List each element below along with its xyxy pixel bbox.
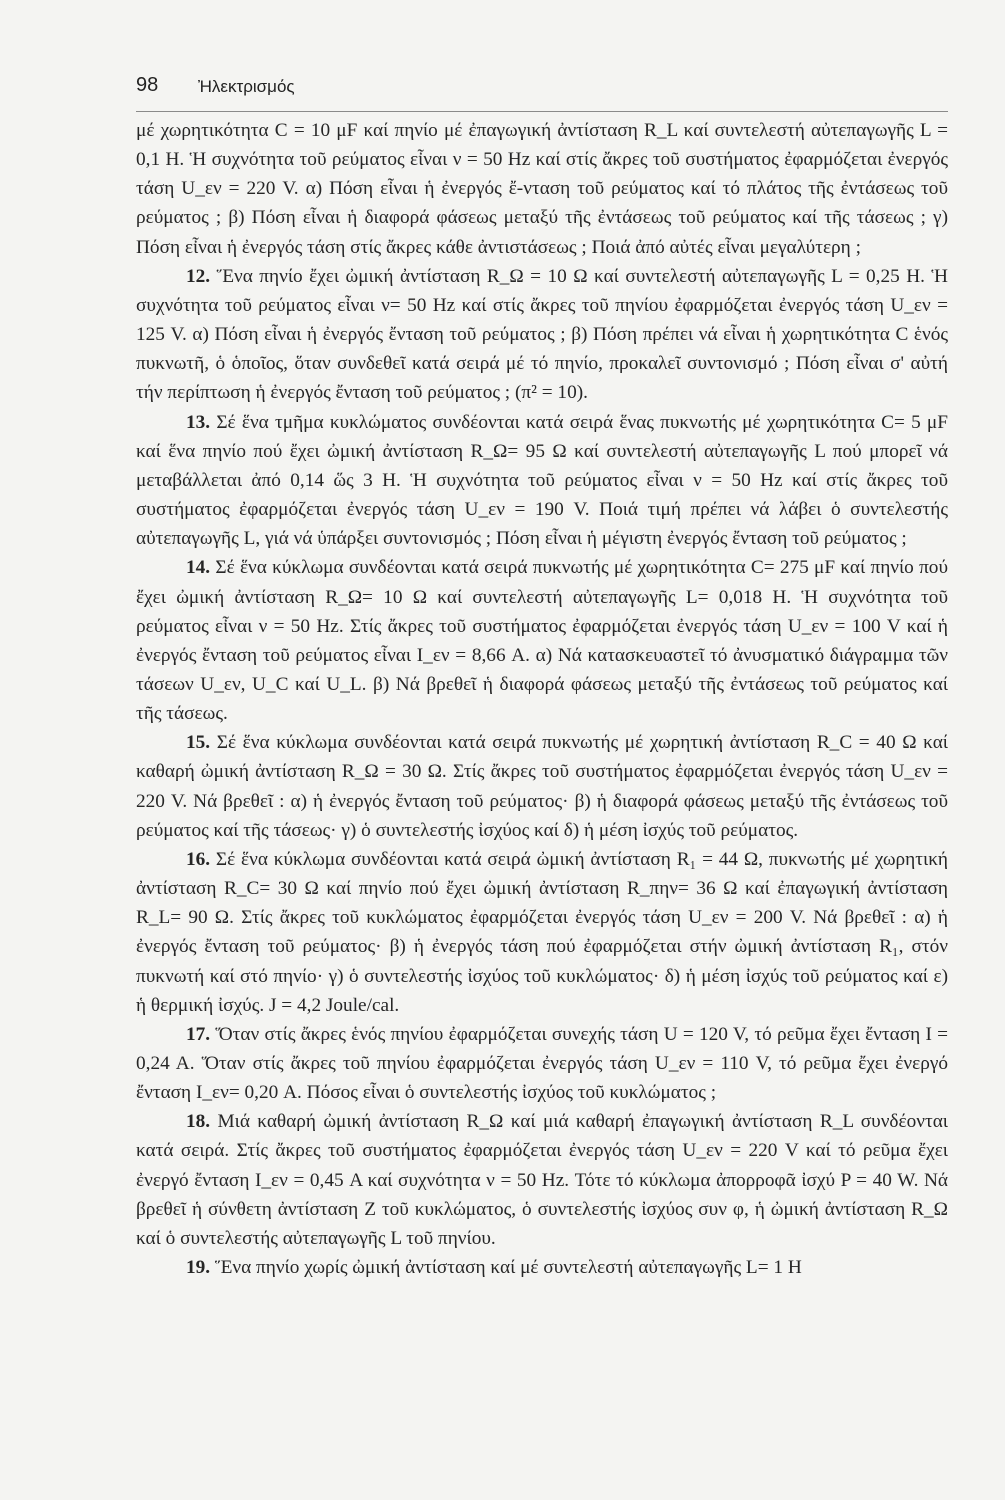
problem-number: 19. — [186, 1257, 211, 1279]
problem-text: Ὅταν στίς ἄκρες ἑνός πηνίου ἐφαρμόζεται συνεχής τάση U = 120 V, τό ρεῦμα ἔχει ἔνταση I = 0,24 A. Ὅταν στίς ἄκρες τοῦ πηνίου ἐφαρμόζεται ἐνεργός τάση U_εν = 110 V, τό ρεῦμα ἔχει ἐνεργό ἔνταση I_εν= 0,20 A. Πόσος εἶναι ὁ συντελεστής ἰσχύος τοῦ κυκλώματος ; — [136, 1023, 948, 1104]
problem-number: 16. — [186, 848, 211, 870]
problem-text: Ἕνα πηνίο χωρίς ὠμική ἀντίσταση καί μέ συντελεστή αὐτεπαγωγῆς L= 1 H — [214, 1257, 802, 1279]
paragraph-text: μέ χωρητικότητα C = 10 μF καί πηνίο μέ ἐπαγωγική ἀντίσταση R_L καί συντελεστή αὐτεπαγωγῆς L = 0,1 H. Ἡ συχνότητα τοῦ ρεύματος εἶναι ν = 50 Hz καί στίς ἄκρες τοῦ συστήματος ἐφαρμόζεται ἐνεργός τάση U_εν = 220 V. α) Πόση εἶναι ἡ ἐνεργός ἔ-νταση τοῦ ρεύματος καί τό πλάτος τῆς ἐντάσεως τοῦ ρεύματος ; β) Πόση εἶναι ἡ διαφορά φάσεως μεταξύ τῆς ἐντάσεως τοῦ ρεύματος καί τῆς τάσεως ; γ) Πόση εἶναι ἡ ἐνεργός τάση στίς ἄκρες κάθε ἀντιστάσεως ; Ποιά ἀπό αὐτές εἶναι μεγαλύτερη ; — [136, 120, 948, 258]
problem-number: 18. — [186, 1111, 211, 1133]
problem-number: 15. — [186, 732, 211, 754]
problem-text: Ἕνα πηνίο ἔχει ὠμική ἀντίσταση R_Ω = 10 Ω καί συντελεστή αὐτεπαγωγῆς L = 0,25 H. Ἡ συχνότητα τοῦ ρεύματος εἶναι ν= 50 Hz καί στίς ἄκρες τοῦ πηνίου ἐφαρμόζεται ἐνεργός τάση U_εν = 125 V. α) Πόση εἶναι ἡ ἐνεργός ἔνταση τοῦ ρεύματος ; β) Πόση πρέπει νά εἶναι ἡ χωρητικότητα C ἑνός πυκνωτῆ, ὁ ὁποῖος, ὅταν συνδεθεῖ κατά σειρά μέ τό πηνίο, προκαλεῖ συντονισμό ; Πόση εἶναι σ' αὐτή τήν περίπτωση ἡ ἐνεργός ἔνταση τοῦ ρεύματος ; (π² = 10). — [136, 265, 948, 404]
header-rule — [136, 111, 948, 112]
problem-text: Σέ ἕνα κύκλωμα συνδέονται κατά σειρά πυκνωτής μέ χωρητική ἀντίσταση R_C = 40 Ω καί καθαρή ὠμική ἀντίσταση R_Ω = 30 Ω. Στίς ἄκρες τοῦ συστήματος ἐφαρμόζεται ἐνεργός τάση U_εν = 220 V. Νά βρεθεῖ : α) ἡ ἐνεργός ἔνταση τοῦ ρεύματος· β) ἡ διαφορά φάσεως μεταξύ τῆς ἐντάσεως τοῦ ρεύματος καί τῆς τάσεως· γ) ὁ συντελεστής ἰσχύος καί δ) ἡ μέση ἰσχύς τοῦ ρεύματος. — [136, 732, 948, 841]
paragraph-continuation — [136, 116, 948, 262]
problem-text: Μιά καθαρή ὠμική ἀντίσταση R_Ω καί μιά καθαρή ἐπαγωγική ἀντίσταση R_L συνδέονται κατά σειρά. Στίς ἄκρες τοῦ συστήματος ἐφαρμόζεται ἐνεργός τάση U_εν = 220 V καί τό ρεῦμα ἔχει ἐνεργό ἔνταση I_εν = 0,45 A καί συχνότητα ν = 50 Hz. Τότε τό κύκλωμα ἀπορροφᾶ ἰσχύ P = 40 W. Νά βρεθεῖ ἡ σύνθετη ἀντίσταση Z τοῦ κυκλώματος, ὁ συντελεστής ἰσχύος συν φ, ἡ ὠμική ἀντίσταση R_Ω καί ὁ συντελεστής αὐτεπαγωγῆς L τοῦ πηνίου. — [136, 1111, 948, 1249]
body-text — [136, 116, 948, 1282]
problem-17 — [136, 1020, 948, 1107]
problem-12 — [136, 262, 948, 408]
problem-number: 14. — [186, 557, 211, 579]
problem-19 — [136, 1253, 948, 1282]
problem-number: 12. — [186, 265, 211, 287]
problem-number: 13. — [186, 411, 211, 433]
problem-text: Σέ ἕνα κύκλωμα συνδέονται κατά σειρά ὠμική ἀντίσταση R₁ = 44 Ω, πυκνωτής μέ χωρητική ἀντίσταση R_C= 30 Ω καί πηνίο πού ἔχει ὠμική ἀντίσταση R_πην= 36 Ω καί ἐπαγωγική ἀντίσταση R_L= 90 Ω. Στίς ἄκρες τοῦ κυκλώματος ἐφαρμόζεται ἐνεργός τάση U_εν = 200 V. Νά βρεθεῖ : α) ἡ ἐνεργός ἔνταση τοῦ ρεύματος· β) ἡ ἐνεργός τάση πού ἐφαρμόζεται στήν ὠμική ἀντίσταση R₁, στόν πυκνωτή καί στό πηνίο· γ) ὁ συντελεστής ἰσχύος τοῦ κυκλώματος· δ) ἡ μέση ἰσχύς τοῦ ρεύματος καί ε) ἡ θερμική ἰσχύς. J = 4,2 Joule/cal. — [136, 848, 948, 1016]
problem-number: 17. — [186, 1023, 211, 1045]
problem-13 — [136, 408, 948, 554]
page-number: 98 — [136, 74, 159, 96]
running-title: Ἠλεκτρισμός — [198, 77, 295, 96]
page-header — [136, 70, 948, 110]
problem-14 — [136, 553, 948, 728]
problem-15 — [136, 728, 948, 845]
problem-16 — [136, 845, 948, 1020]
problem-text: Σέ ἕνα κύκλωμα συνδέονται κατά σειρά πυκνωτής μέ χωρητικότητα C= 275 μF καί πηνίο πού ἔχει ὠμική ἀντίσταση R_Ω= 10 Ω καί συντελεστή αὐτεπαγωγῆς L= 0,018 H. Ἡ συχνότητα τοῦ ρεύματος εἶναι ν = 50 Hz. Στίς ἄκρες τοῦ συστήματος ἐφαρμόζεται ἐνεργός τάση U_εν = 100 V καί ἡ ἐνεργός ἔνταση τοῦ ρεύματος εἶναι I_εν = 8,66 A. α) Νά κατασκευαστεῖ τό ἀνυσματικό διάγραμμα τῶν τάσεων U_εν, U_C καί U_L. β) Νά βρεθεῖ ἡ διαφορά φάσεως μεταξύ τῆς ἐντάσεως τοῦ ρεύματος καί τῆς τάσεως. — [136, 557, 948, 725]
problem-18 — [136, 1107, 948, 1253]
problem-text: Σέ ἕνα τμῆμα κυκλώματος συνδέονται κατά σειρά ἕνας πυκνωτής μέ χωρητικότητα C= 5 μF καί ἕνα πηνίο πού ἔχει ὠμική ἀντίσταση R_Ω= 95 Ω καί συντελεστή αὐτεπαγωγῆς L πού μπορεῖ νά μεταβάλλεται ἀπό 0,14 ὥς 3 H. Ἡ συχνότητα τοῦ ρεύματος εἶναι ν = 50 Hz καί στίς ἄκρες τοῦ συστήματος ἐφαρμόζεται ἐνεργός τάση U_εν = 190 V. Ποιά τιμή πρέπει νά λάβει ὁ συντελεστής αὐτεπαγωγῆς L, γιά νά ὑπάρξει συντονισμός ; Πόση εἶναι ἡ μέγιστη ἐνεργός ἔνταση τοῦ ρεύματος ; — [136, 411, 948, 550]
